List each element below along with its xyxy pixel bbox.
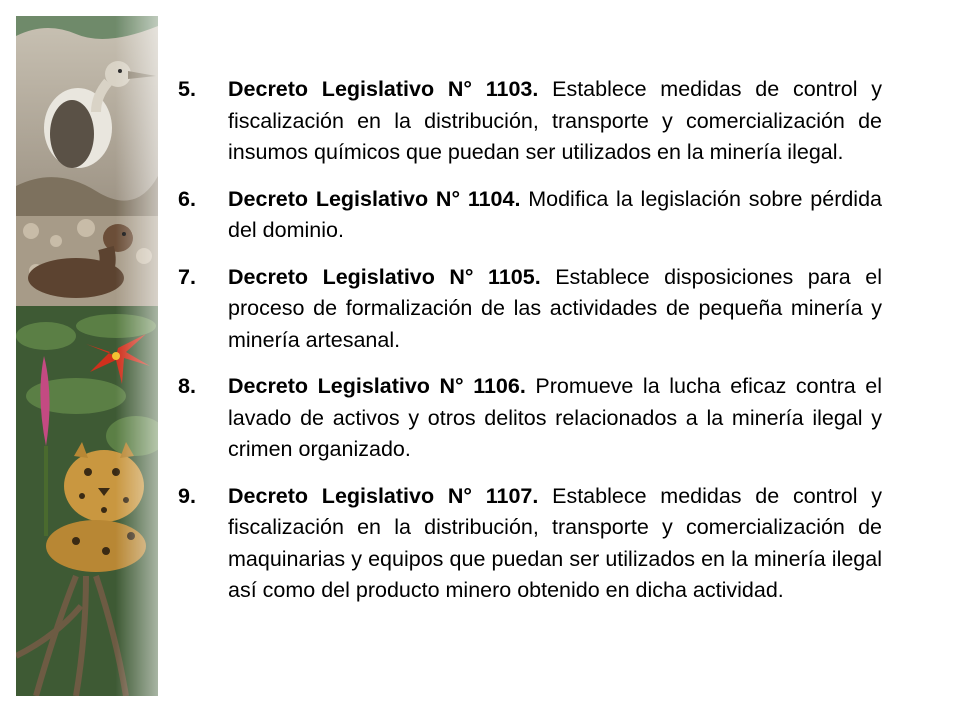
list-item: [178, 371, 882, 466]
item-number: 5.: [178, 77, 196, 101]
decree-list-section: [178, 74, 882, 622]
item-number: 9.: [178, 483, 196, 508]
decree-list: [178, 74, 882, 607]
decree-title: Decreto Legislativo N° 1107.: [228, 483, 539, 508]
decree-title: Decreto Legislativo N° 1104.: [228, 186, 521, 211]
nature-collage-image: [16, 16, 158, 696]
list-item: [178, 184, 882, 247]
list-item: [178, 262, 882, 357]
item-number: 8.: [178, 374, 196, 398]
decree-description: Establece disposiciones para el proceso de formalización de las actividades de pequeña minería y minería artesanal.: [228, 264, 883, 352]
item-text: [228, 262, 882, 357]
list-item: [178, 74, 882, 169]
item-text: [228, 481, 882, 607]
item-text: [228, 371, 882, 466]
decree-description: Establece medidas de control y fiscalización en la distribución, transporte y comercialización de insumos químicos que puedan ser utilizados en la minería ilegal.: [228, 77, 882, 164]
item-number: 6.: [178, 186, 196, 211]
decree-title: Decreto Legislativo N° 1106.: [228, 374, 526, 398]
decree-description: Establece medidas de control y fiscalización en la distribución, transporte y comercialización de maquinarias y equipos que puedan ser utilizados en la minería ilegal así como del producto minero obtenido en dicha actividad.: [228, 483, 882, 602]
item-text: [228, 184, 882, 247]
item-number: 7.: [178, 264, 196, 289]
list-item: [178, 481, 882, 607]
item-text: [228, 74, 882, 169]
decree-description: Promueve la lucha eficaz contra el lavado de activos y otros delitos relacionados a la minería ilegal y crimen organizado.: [228, 374, 882, 461]
decree-title: Decreto Legislativo N° 1105.: [228, 264, 541, 289]
decree-description: Modifica la legislación sobre pérdida del dominio.: [228, 186, 882, 242]
decree-title: Decreto Legislativo N° 1103.: [228, 77, 539, 101]
